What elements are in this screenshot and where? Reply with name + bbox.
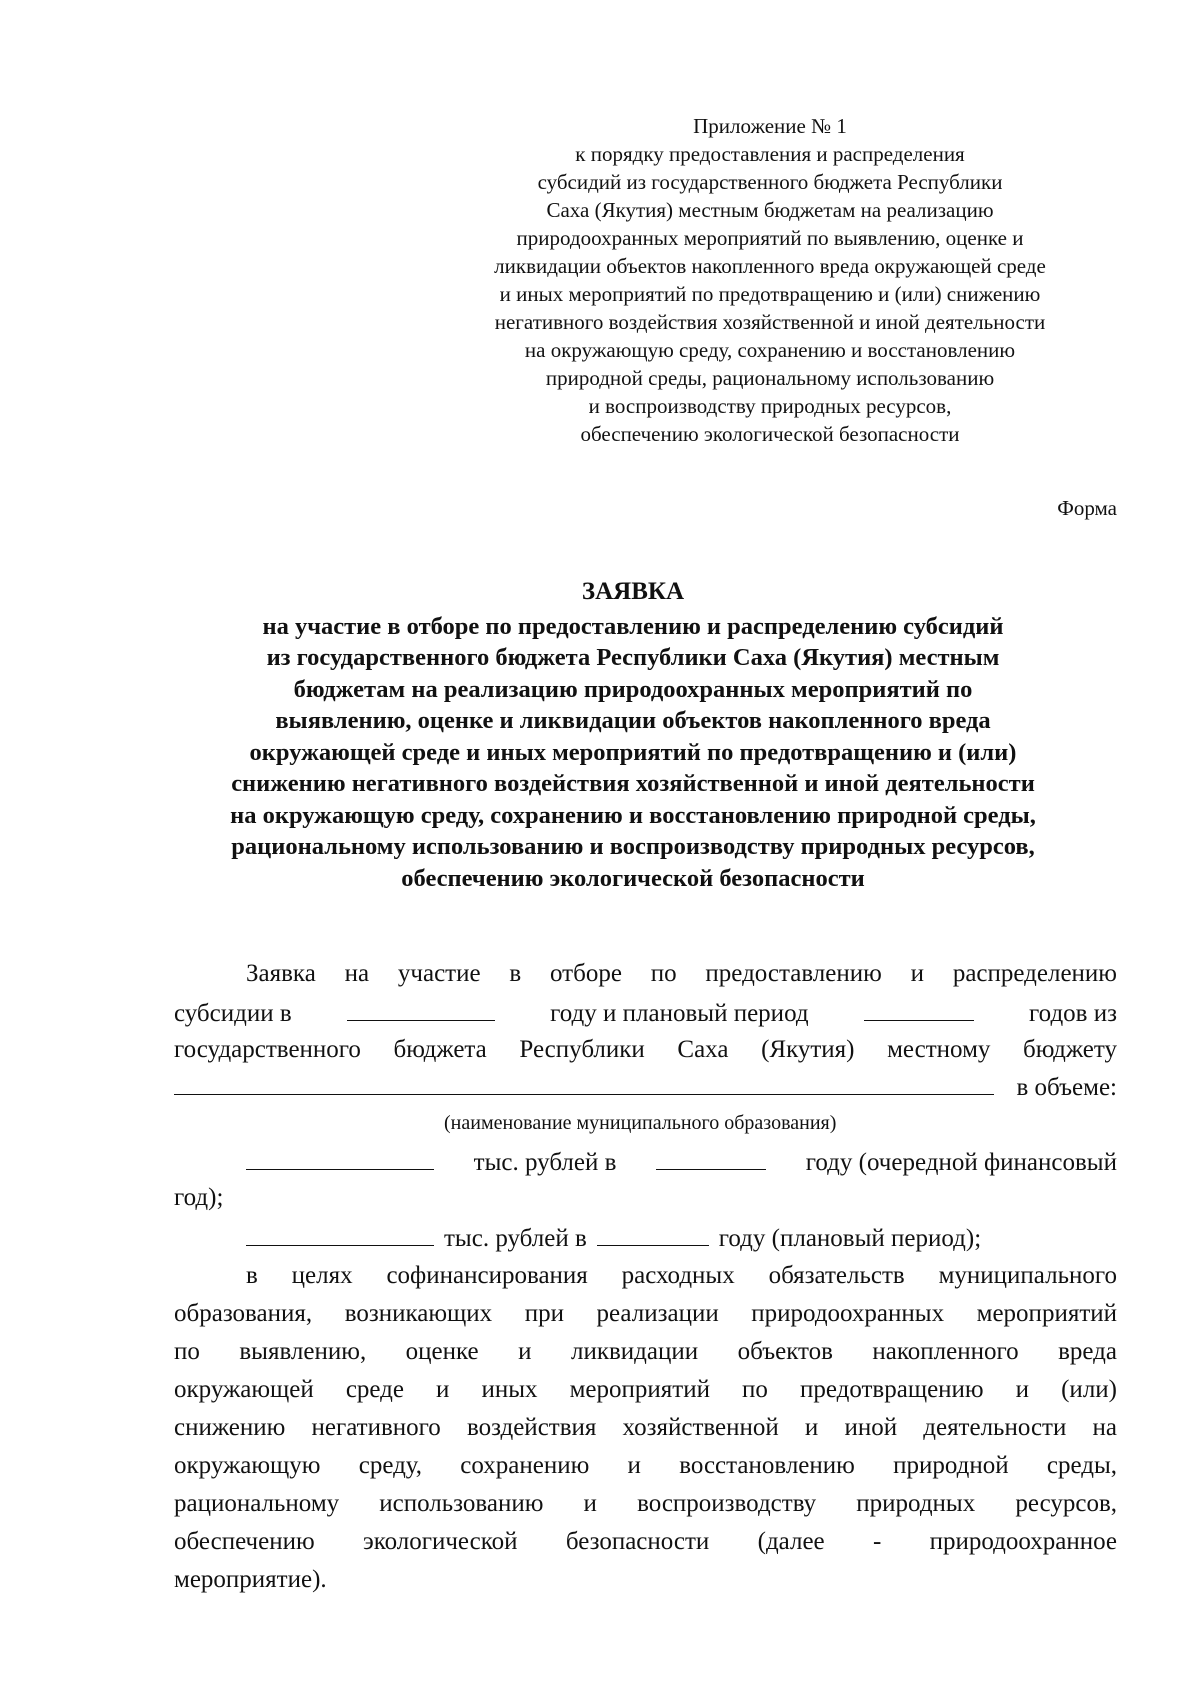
title-line: окружающей среде и иных мероприятий по предотвращению и (или) — [249, 738, 1017, 766]
body-line: окружающей среде и иных мероприятий по предотвращению и (или) — [174, 1376, 1117, 1403]
appendix-line: негативного воздействия хозяйственной и иной деятельности — [494, 310, 1046, 334]
title-line: обеспечению экологической безопасности — [401, 864, 865, 892]
body-line: рациональному использованию и воспроизводству природных ресурсов, — [174, 1490, 1117, 1517]
appendix-line: и воспроизводству природных ресурсов, — [588, 394, 952, 418]
body-line-municipality-field — [174, 1072, 1117, 1108]
amount-line-current-year — [246, 1147, 1117, 1183]
municipality-caption: (наименование муниципального образования) — [444, 1112, 837, 1134]
body-line: образования, возникающих при реализации природоохранных мероприятий — [174, 1300, 1117, 1327]
planning-period-blank-field[interactable] — [864, 998, 974, 1021]
appendix-line: субсидий из государственного бюджета Республики — [537, 170, 1003, 194]
title-line: рациональному использованию и воспроизводству природных ресурсов, — [231, 833, 1035, 860]
amount-blank-field[interactable] — [246, 1223, 434, 1246]
body-text-fragment: в объеме: — [1016, 1074, 1117, 1101]
title-line: бюджетам на реализацию природоохранных мероприятий по — [293, 675, 973, 703]
year-blank-field[interactable] — [347, 998, 495, 1021]
form-label: Форма — [1057, 496, 1117, 520]
body-line: в целях софинансирования расходных обязательств муниципального — [246, 1262, 1117, 1289]
body-line: снижению негативного воздействия хозяйственной и иной деятельности на — [174, 1414, 1117, 1441]
amount-blank-field[interactable] — [246, 1147, 434, 1170]
appendix-line: к порядку предоставления и распределения — [575, 142, 965, 166]
appendix-line: природоохранных мероприятий по выявлению, оценке и — [516, 226, 1024, 250]
body-text-fragment: годов из — [1029, 1000, 1117, 1027]
appendix-line: ликвидации объектов накопленного вреда окружающей среде — [494, 254, 1046, 278]
document-title — [140, 576, 1126, 894]
amount-line-planning-period — [246, 1223, 1117, 1259]
title-line: на участие в отборе по предоставлению и распределению субсидий — [262, 612, 1004, 640]
body-line: обеспечению экологической безопасности (далее - природоохранное — [174, 1528, 1117, 1555]
appendix-line: природной среды, рациональному использованию — [545, 366, 995, 390]
body-text-fragment: тыс. рублей в — [473, 1149, 617, 1176]
body-text-fragment: субсидии в — [174, 1000, 292, 1027]
title-main: ЗАЯВКА — [581, 578, 685, 605]
title-line: снижению негативного воздействия хозяйственной и иной деятельности — [231, 770, 1035, 797]
title-line: на окружающую среду, сохранению и восстановлению природной среды, — [230, 801, 1036, 829]
title-line: выявлению, оценке и ликвидации объектов накопленного вреда — [275, 707, 991, 734]
body-line: Заявка на участие в отборе по предоставлению и распределению — [246, 960, 1117, 987]
body-text-fragment: тыс. рублей в — [444, 1225, 587, 1252]
body-line: по выявлению, оценке и ликвидации объектов накопленного вреда — [174, 1338, 1117, 1365]
body-text-fragment: году (очередной финансовый — [805, 1149, 1117, 1176]
municipality-name-blank-field[interactable] — [174, 1072, 994, 1095]
appendix-block — [450, 112, 1090, 448]
body-text-fragment: год); — [174, 1184, 224, 1211]
appendix-line: обеспечению экологической безопасности — [580, 422, 960, 446]
year-blank-field[interactable] — [597, 1223, 709, 1246]
title-line: из государственного бюджета Республики Саха (Якутия) местным — [266, 644, 1000, 671]
year-blank-field[interactable] — [656, 1147, 766, 1170]
body-line: мероприятие). — [174, 1566, 327, 1593]
body-text-fragment: году (плановый период); — [718, 1225, 982, 1252]
appendix-line: Приложение № 1 — [693, 114, 847, 138]
appendix-line: и иных мероприятий по предотвращению и (или) снижению — [499, 282, 1041, 306]
body-line: окружающую среду, сохранению и восстановлению природной среды, — [174, 1452, 1117, 1479]
appendix-line: Саха (Якутия) местным бюджетам на реализацию — [546, 198, 994, 222]
body-text-fragment: году и плановый период — [550, 1000, 809, 1027]
body-line: государственного бюджета Республики Саха (Якутия) местному бюджету — [174, 1036, 1117, 1063]
body-line-year-fields — [174, 998, 1117, 1034]
appendix-line: на окружающую среду, сохранению и восстановлению — [524, 338, 1016, 362]
